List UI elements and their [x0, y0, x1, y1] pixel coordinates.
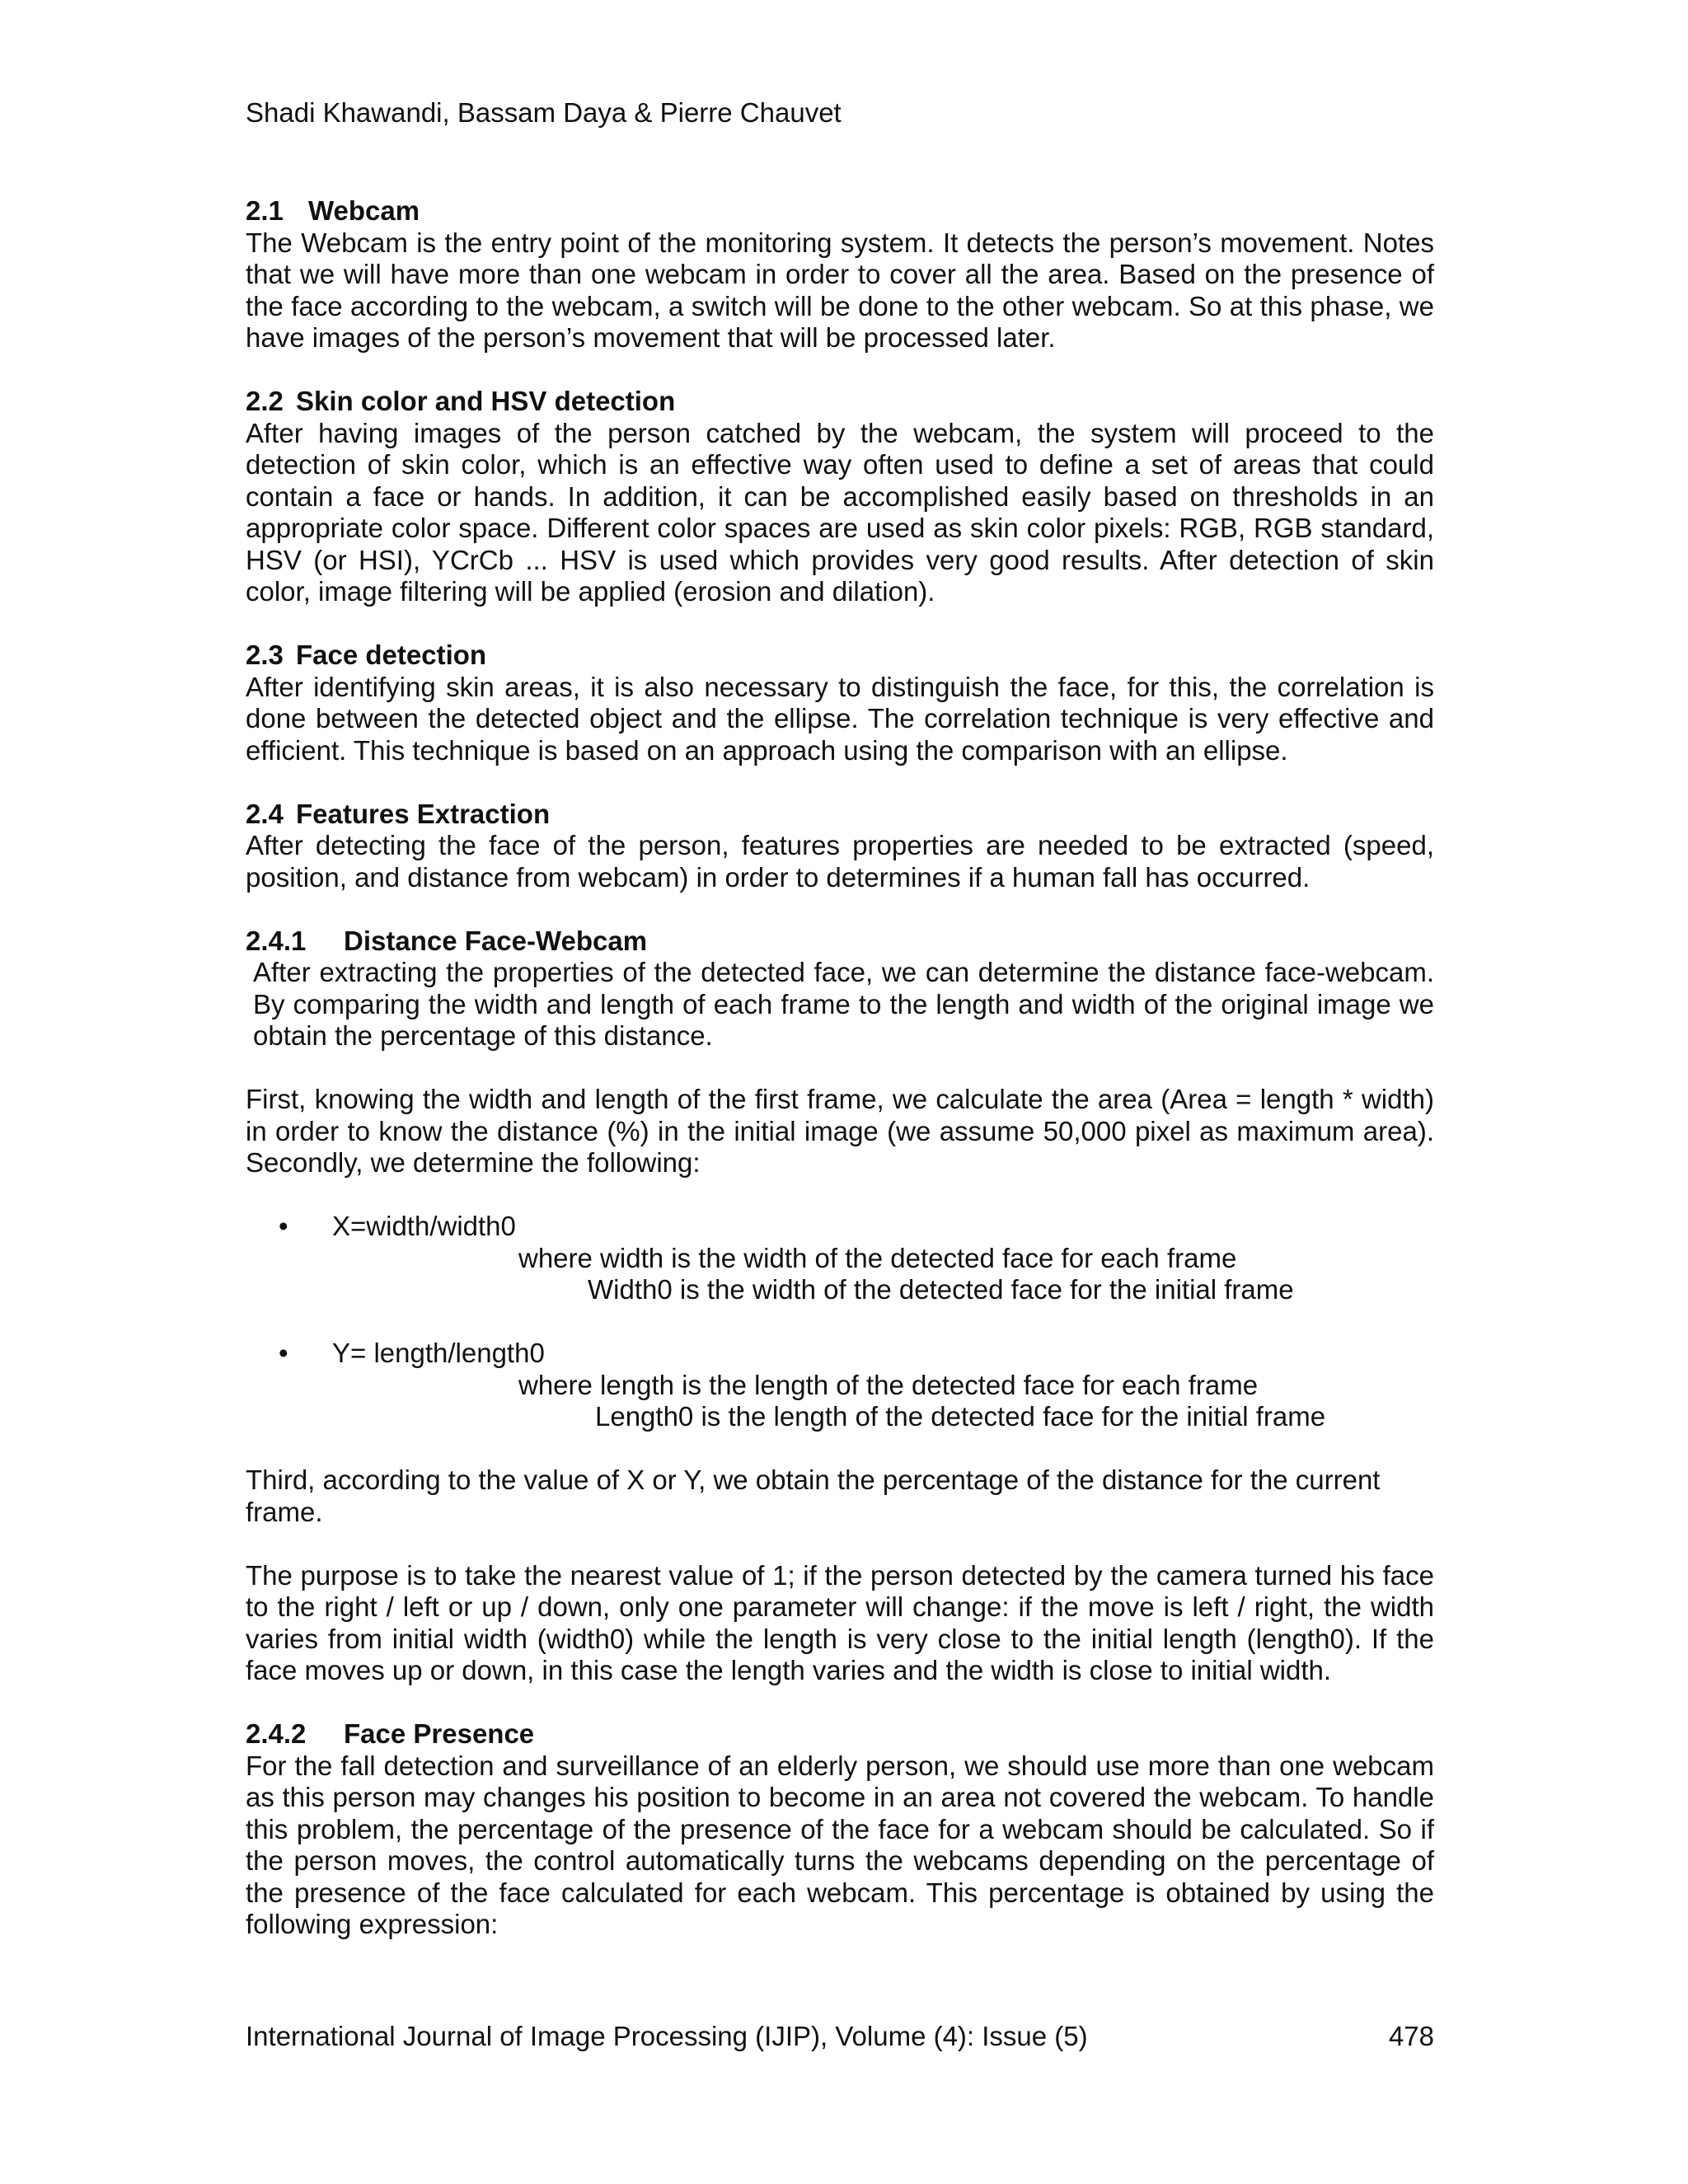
paragraph: After having images of the person catched by the webcam, the system will proceed to the detection of skin color, which is an effective way often used to define a set of areas that could contain a face or hands. In addition, it can be accomplished easily based on thresholds in an appropriate color space. Different color spaces are used as skin color pixels: RGB, RGB standard, HSV (or HSI), YCrCb ... HSV is used which provides very good results. After detection of skin color, image filtering will be applied (erosion and dilation).	[246, 417, 1434, 607]
section-title: Webcam	[308, 195, 420, 226]
paragraph: Third, according to the value of X or Y, we obtain the percentage of the distance for the current frame.	[246, 1465, 1381, 1527]
section-heading	[246, 926, 1434, 958]
paragraph: First, knowing the width and length of the first frame, we calculate the area (Area = length * width) in order to know the distance (%) in the initial image (we assume 50,000 pixel as maximum area). Secondly, we determine the following:	[246, 1084, 1434, 1178]
section-number: 2.4	[246, 798, 284, 829]
paragraph: The Webcam is the entry point of the monitoring system. It detects the person’s movement. Notes that we will have more than one webcam in order to cover all the area. Based on the presence of the face according to the webcam, a switch will be done to the other webcam. So at this phase, we have images of the person’s movement that will be processed later.	[246, 227, 1434, 353]
paragraph: The purpose is to take the nearest value of 1; if the person detected by the camera turned his face to the right / left or up / down, only one parameter will change: if the move is left / right, the width varies from initial width (width0) while the length is very close to the initial length (length0). If the face moves up or down, in this case the length varies and the width is close to initial width.	[246, 1559, 1434, 1685]
formula-definition: Length0 is the length of the detected face for the initial frame	[595, 1401, 1326, 1432]
section-number: 2.2	[246, 386, 284, 416]
section-title: Face Presence	[344, 1718, 535, 1749]
section-2-2	[246, 386, 1434, 608]
bullet-marker: •	[279, 1338, 288, 1368]
bullet-marker: •	[279, 1211, 288, 1241]
paragraph: After detecting the face of the person, features properties are needed to be extracted (speed, position, and distance from webcam) in order to determines if a human fall has occurred.	[246, 830, 1434, 893]
running-header-authors: Shadi Khawandi, Bassam Daya & Pierre Chauvet	[246, 97, 842, 128]
paragraph: For the fall detection and surveillance of an elderly person, we should use more than one webcam as this person may changes his position to become in an area not covered the webcam. To handle this problem, the percentage of the presence of the face for a webcam should be calculated. So if the person moves, the control automatically turns the webcams depending on the percentage of the presence of the face calculated for each webcam. This percentage is obtained by using the following expression:	[246, 1750, 1434, 1939]
section-heading	[246, 195, 1434, 227]
paragraph: After identifying skin areas, it is also necessary to distinguish the face, for this, the correlation is done between the detected object and the ellipse. The correlation technique is very effective and efficient. This technique is based on an approach using the comparison with an ellipse.	[246, 671, 1434, 766]
section-2-3	[246, 640, 1434, 766]
formula-item-x	[246, 1211, 1434, 1306]
section-title: Face detection	[296, 640, 487, 670]
section-heading	[246, 1718, 1434, 1750]
section-number: 2.1	[246, 195, 284, 226]
section-heading	[246, 799, 1434, 831]
section-title: Skin color and HSV detection	[296, 386, 676, 416]
formula-definition: where width is the width of the detected face for each frame	[518, 1242, 1237, 1273]
formula-list	[246, 1211, 1434, 1433]
section-number: 2.4.2	[246, 1718, 307, 1749]
section-heading	[246, 640, 1434, 672]
section-2-1	[246, 195, 1434, 354]
formula-definition: Width0 is the width of the detected face for the initial frame	[588, 1274, 1294, 1305]
footer-journal: International Journal of Image Processing (IJIP), Volume (4): Issue (5)	[246, 2021, 1088, 2051]
formula-definition: where length is the length of the detected face for each frame	[518, 1369, 1259, 1400]
section-2-4-1	[246, 926, 1434, 1687]
formula-item-y	[246, 1338, 1434, 1433]
section-title: Features Extraction	[296, 798, 551, 829]
page-footer	[246, 2021, 1434, 2053]
formula-x: X=width/width0	[332, 1211, 516, 1241]
section-heading	[246, 386, 1434, 418]
formula-y: Y= length/length0	[332, 1338, 545, 1368]
section-title: Distance Face-Webcam	[344, 925, 648, 956]
section-2-4	[246, 799, 1434, 894]
page-content	[246, 195, 1434, 1972]
section-2-4-2	[246, 1718, 1434, 1941]
section-number: 2.4.1	[246, 925, 307, 956]
page-number: 478	[1388, 2021, 1434, 2051]
section-number: 2.3	[246, 640, 284, 670]
paragraph: After extracting the properties of the detected face, we can determine the distance face-webcam. By comparing the width and length of each frame to the length and width of the original image we obtain the percentage of this distance.	[253, 957, 1434, 1051]
